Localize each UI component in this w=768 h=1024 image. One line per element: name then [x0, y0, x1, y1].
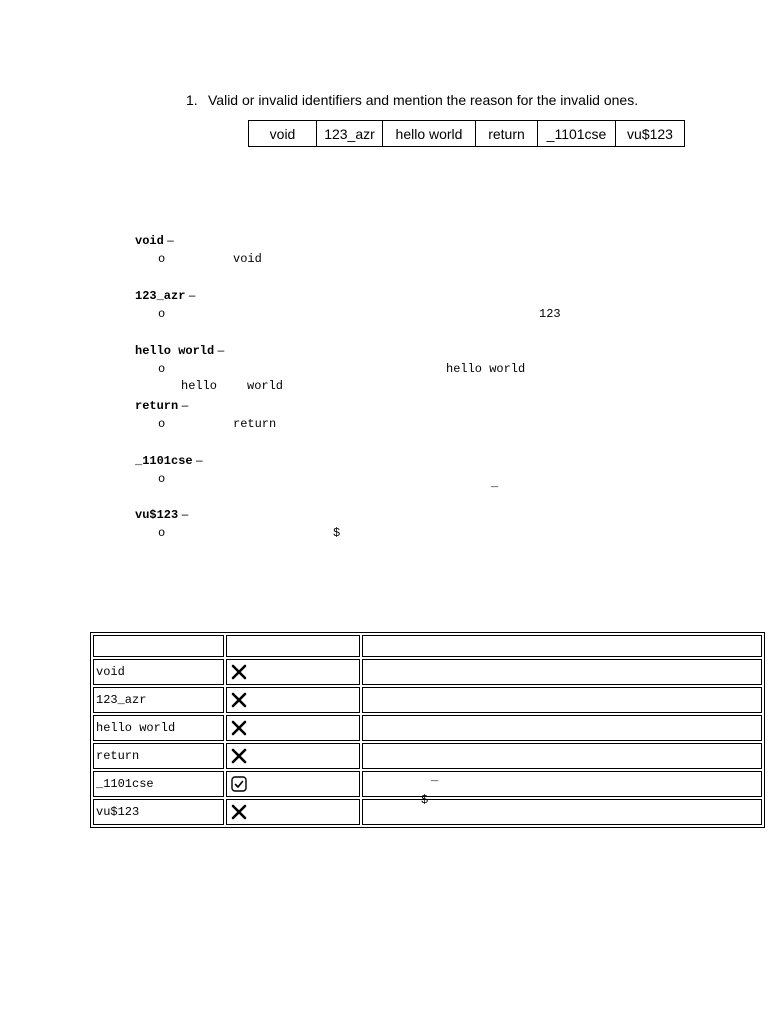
answer-dash: – [167, 233, 174, 247]
table-row [93, 687, 762, 713]
header-cell [362, 635, 762, 657]
status-cell [226, 659, 360, 685]
bullet-marker: o [158, 362, 166, 376]
identifier-cell: return [93, 743, 224, 769]
table-row [93, 799, 762, 825]
bullet-marker: o [158, 526, 166, 540]
answer-term-label: hello world [135, 344, 215, 358]
answer-term [135, 288, 195, 303]
answer-dash: – [188, 288, 196, 302]
reason-cell [362, 793, 762, 825]
bullet-marker: o [158, 307, 166, 321]
identifiers-table [248, 120, 685, 147]
reason-cell [362, 743, 762, 769]
table-row [93, 743, 762, 769]
identifier-cell: 123_azr [317, 121, 383, 147]
identifier-cell: hello world [93, 715, 224, 741]
cross-icon [231, 804, 247, 820]
answer-term [135, 233, 174, 248]
cross-icon [231, 720, 247, 736]
answer-term [135, 343, 224, 358]
identifier-cell: hello world [383, 121, 476, 147]
identifier-cell: _1101cse [93, 771, 224, 797]
summary-table [90, 632, 765, 828]
answer-fragment: hello world [446, 362, 526, 376]
identifier-cell: 123_azr [93, 687, 224, 713]
status-cell [226, 799, 360, 825]
answer-dash: – [217, 343, 225, 357]
reason-text: $ [421, 793, 429, 807]
question-heading [186, 92, 638, 108]
answer-term-label: _1101cse [135, 454, 193, 468]
answer-term [135, 453, 203, 468]
status-cell [226, 715, 360, 741]
answer-fragment: return [233, 417, 277, 431]
bullet-marker: o [158, 417, 166, 431]
answer-term [135, 507, 188, 522]
answer-dash: – [181, 398, 189, 412]
table-row [93, 659, 762, 685]
identifier-cell: return [476, 121, 538, 147]
status-cell [226, 743, 360, 769]
summary-header-row [93, 635, 762, 657]
answer-fragment: world [247, 379, 284, 393]
reason-cell [362, 715, 762, 741]
reason-cell [362, 687, 762, 713]
status-cell [226, 687, 360, 713]
identifier-cell: vu$123 [616, 121, 685, 147]
question-text: Valid or invalid identifiers and mention the reason for the invalid ones. [208, 92, 639, 108]
answer-fragment: 123 [539, 307, 561, 321]
answer-fragment: _ [491, 476, 499, 490]
answer-dash: – [181, 507, 189, 521]
answer-fragment: $ [333, 526, 341, 540]
answer-fragment: void [233, 252, 262, 266]
table-row [93, 715, 762, 741]
answer-term-label: vu$123 [135, 508, 179, 522]
question-number: 1. [186, 92, 198, 108]
bullet-marker: o [158, 252, 166, 266]
header-cell [226, 635, 360, 657]
answer-term-label: 123_azr [135, 289, 186, 303]
bullet-marker: o [158, 472, 166, 486]
identifier-cell: void [93, 659, 224, 685]
answer-dash: – [195, 453, 203, 467]
cross-icon [231, 664, 247, 680]
answer-term-label: void [135, 234, 164, 248]
status-cell [226, 771, 360, 797]
reason-text: _ [431, 770, 439, 784]
cross-icon [231, 692, 247, 708]
checkbox-checked-icon [231, 776, 247, 792]
header-cell [93, 635, 224, 657]
identifier-cell: _1101cse [538, 121, 616, 147]
identifier-cell: vu$123 [93, 799, 224, 825]
answer-fragment: hello [181, 379, 218, 393]
answer-term [135, 398, 188, 413]
cross-icon [231, 748, 247, 764]
answer-term-label: return [135, 399, 179, 413]
identifier-cell: void [249, 121, 317, 147]
reason-cell [362, 659, 762, 685]
identifiers-row [249, 121, 685, 147]
